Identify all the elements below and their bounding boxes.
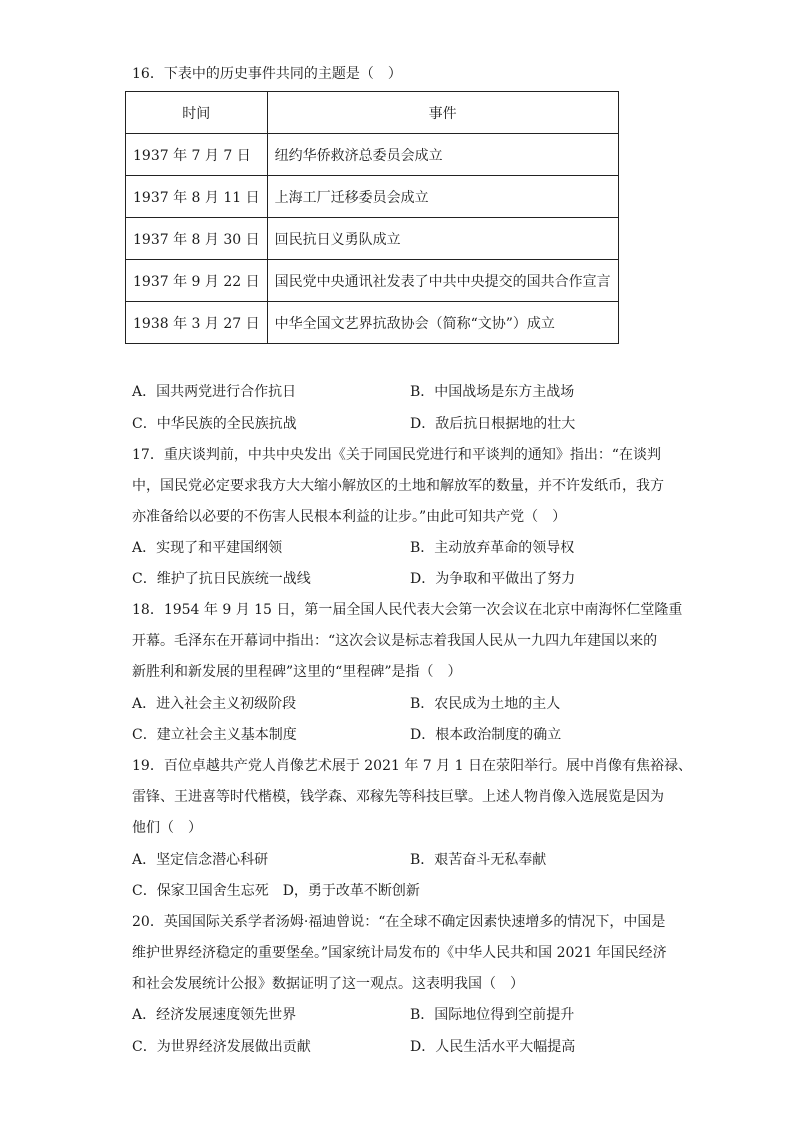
q18-stem-line-2: 开幕。毛泽东在开幕词中指出：“这次会议是标志着我国人民从一九四九年建国以来的 xyxy=(132,633,658,649)
q17-option-c[interactable]: C．维护了抗日民族统一战线 xyxy=(132,571,311,587)
q20-option-b[interactable]: B．国际地位得到空前提升 xyxy=(410,1007,575,1023)
q18-option-c[interactable]: C．建立社会主义基本制度 xyxy=(132,727,297,743)
q17-stem-line-2: 中，国民党必定要求我方大大缩小解放区的土地和解放军的数量，并不许发纸币，我方 xyxy=(132,478,664,494)
q20-option-c[interactable]: C．为世界经济发展做出贡献 xyxy=(132,1039,311,1055)
table-row xyxy=(126,134,619,176)
q20-stem-line-1: 20．英国国际关系学者汤姆·福迪曾说：“在全球不确定因素快速增多的情况下，中国是 xyxy=(132,914,666,930)
q16-option-c[interactable]: C．中华民族的全民族抗战 xyxy=(132,416,297,432)
table-header-row xyxy=(126,92,619,134)
q17-stem-line-3: 亦准备给以必要的不伤害人民根本利益的让步。”由此可知共产党（ ） xyxy=(132,509,567,525)
table-row xyxy=(126,218,619,260)
events-table xyxy=(125,91,619,344)
q18-option-a[interactable]: A．进入社会主义初级阶段 xyxy=(132,696,297,712)
cell-event: 回民抗日义勇队成立 xyxy=(267,218,618,260)
q19-stem-line-2: 雷锋、王进喜等时代楷模，钱学森、邓稼先等科技巨擘。上述人物肖像入选展览是因为 xyxy=(132,789,664,805)
q20-stem-line-2: 维护世界经济稳定的重要堡垒。”国家统计局发布的《中华人民共和国 2021 年国民经济 xyxy=(132,945,667,961)
table-row xyxy=(126,176,619,218)
cell-event: 中华全国文艺界抗敌协会（简称“文协”）成立 xyxy=(267,302,618,344)
q18-option-b[interactable]: B．农民成为土地的主人 xyxy=(410,696,561,712)
q16-option-d[interactable]: D．敌后抗日根据地的壮大 xyxy=(410,416,576,432)
q18-stem-line-3: 新胜利和新发展的里程碑”这里的“里程碑”是指（ ） xyxy=(132,664,462,680)
cell-time: 1938 年 3 月 27 日 xyxy=(126,302,268,344)
q19-stem-line-1: 19．百位卓越共产党人肖像艺术展于 2021 年 7 月 1 日在荥阳举行。展中肖像有焦裕禄、 xyxy=(132,758,692,774)
cell-time: 1937 年 9 月 22 日 xyxy=(126,260,268,302)
q16-option-b[interactable]: B．中国战场是东方主战场 xyxy=(410,384,575,400)
q17-option-a[interactable]: A．实现了和平建国纲领 xyxy=(132,540,283,556)
q17-option-d[interactable]: D．为争取和平做出了努力 xyxy=(410,571,576,587)
header-event: 事件 xyxy=(267,92,618,134)
q17-stem-line-1: 17．重庆谈判前，中共中央发出《关于同国民党进行和平谈判的通知》指出：“在谈判 xyxy=(132,447,661,463)
q19-option-c-d[interactable]: C．保家卫国舍生忘死 D，勇于改革不断创新 xyxy=(132,883,420,899)
q19-stem-line-3: 他们（ ） xyxy=(132,820,202,836)
cell-event: 国民党中央通讯社发表了中共中央提交的国共合作宣言 xyxy=(267,260,618,302)
q20-option-d[interactable]: D．人民生活水平大幅提高 xyxy=(410,1039,576,1055)
cell-time: 1937 年 8 月 11 日 xyxy=(126,176,268,218)
q16-stem: 16．下表中的历史事件共同的主题是（ ） xyxy=(132,66,402,82)
q19-option-a[interactable]: A．坚定信念潜心科研 xyxy=(132,852,269,868)
cell-event: 上海工厂迁移委员会成立 xyxy=(267,176,618,218)
q18-option-d[interactable]: D．根本政治制度的确立 xyxy=(410,727,562,743)
q20-stem-line-3: 和社会发展统计公报》数据证明了这一观点。这表明我国（ ） xyxy=(132,976,524,992)
table-row xyxy=(126,302,619,344)
q17-option-b[interactable]: B．主动放弃革命的领导权 xyxy=(410,540,575,556)
q20-option-a[interactable]: A．经济发展速度领先世界 xyxy=(132,1007,297,1023)
cell-time: 1937 年 8 月 30 日 xyxy=(126,218,268,260)
cell-event: 纽约华侨救济总委员会成立 xyxy=(267,134,618,176)
q16-option-a[interactable]: A．国共两党进行合作抗日 xyxy=(132,384,297,400)
table-row xyxy=(126,260,619,302)
header-time: 时间 xyxy=(126,92,268,134)
q18-stem-line-1: 18．1954 年 9 月 15 日，第一届全国人民代表大会第一次会议在北京中南海怀仁堂隆重 xyxy=(132,602,683,618)
cell-time: 1937 年 7 月 7 日 xyxy=(126,134,268,176)
q19-option-b[interactable]: B．艰苦奋斗无私奉献 xyxy=(410,852,547,868)
